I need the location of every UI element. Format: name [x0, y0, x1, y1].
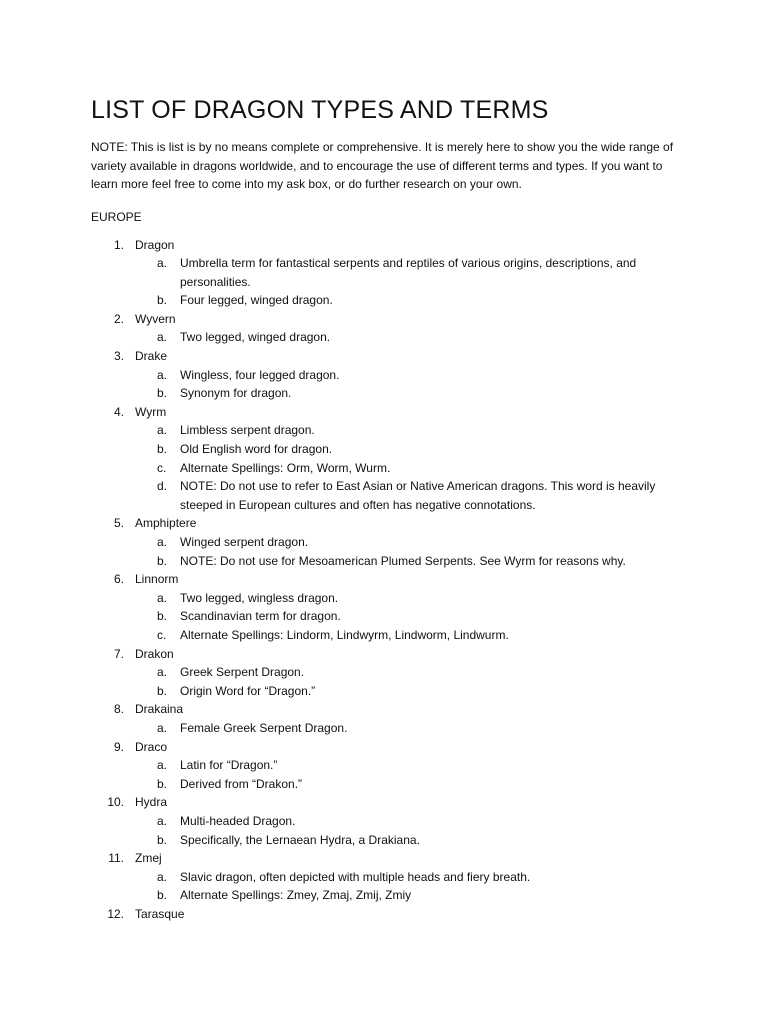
sub-list-item: [135, 719, 691, 738]
sub-list-item: [135, 589, 691, 608]
sub-list-letter: a.: [157, 367, 168, 382]
list-item-number: 7.: [113, 646, 124, 661]
sub-list: [135, 589, 691, 645]
sub-list-item: [135, 663, 691, 682]
list-item-term: Amphiptere: [135, 516, 197, 531]
sub-list: [135, 663, 691, 700]
list-item-term: Wyrm: [135, 404, 167, 419]
sub-list-item: [135, 756, 691, 775]
list-item: [91, 645, 691, 701]
sub-list-item: [135, 366, 691, 385]
list-item-number: 6.: [113, 572, 124, 587]
sub-list-text: Synonym for dragon.: [180, 386, 292, 401]
sub-list-letter: b.: [157, 442, 168, 457]
list-item-number: 9.: [113, 739, 124, 754]
sub-list-letter: a.: [157, 330, 168, 345]
sub-list-item: [135, 477, 691, 514]
list-item: [91, 700, 691, 737]
list-item-term: Hydra: [135, 795, 168, 810]
sub-list-item: [135, 384, 691, 403]
list-item-number: 10.: [107, 795, 124, 810]
sub-list-item: [135, 868, 691, 887]
sub-list-letter: a.: [157, 813, 168, 828]
list-item: [91, 403, 691, 515]
list-item-term: Drake: [135, 349, 168, 364]
sub-list-letter: b.: [157, 683, 168, 698]
sub-list-item: [135, 291, 691, 310]
sub-list-item: [135, 831, 691, 850]
sub-list-item: [135, 682, 691, 701]
sub-list: [135, 421, 691, 514]
list-item: [91, 905, 691, 924]
sub-list-text: Alternate Spellings: Lindorm, Lindwyrm, Lindworm, Lindwurm.: [180, 627, 509, 642]
sub-list-item: [135, 533, 691, 552]
sub-list-text: Two legged, wingless dragon.: [180, 590, 339, 605]
list-item: [91, 570, 691, 644]
sub-list: [135, 254, 691, 310]
list-item: [91, 793, 691, 849]
sub-list-item: [135, 886, 691, 905]
sub-list: [135, 756, 691, 793]
sub-list-text: Umbrella term for fantastical serpents and reptiles of various origins, descriptions, and personalities.: [180, 256, 637, 289]
sub-list: [135, 533, 691, 570]
sub-list-letter: c.: [157, 460, 167, 475]
sub-list-text: Limbless serpent dragon.: [180, 423, 315, 438]
sub-list-text: Scandinavian term for dragon.: [180, 609, 341, 624]
sub-list-text: Alternate Spellings: Zmey, Zmaj, Zmij, Zmiy: [180, 888, 412, 903]
sub-list-item: [135, 607, 691, 626]
sub-list-text: Specifically, the Lernaean Hydra, a Drakiana.: [180, 832, 420, 847]
list-item-number: 3.: [113, 349, 124, 364]
sub-list: [135, 812, 691, 849]
sub-list-letter: a.: [157, 869, 168, 884]
sub-list-item: [135, 440, 691, 459]
list-item-number: 12.: [107, 906, 124, 921]
list-item-term: Linnorm: [135, 572, 179, 587]
sub-list-letter: b.: [157, 832, 168, 847]
sub-list-letter: a.: [157, 758, 168, 773]
sub-list-item: [135, 775, 691, 794]
list-item-term: Draco: [135, 739, 168, 754]
sub-list-text: Wingless, four legged dragon.: [180, 367, 340, 382]
sub-list-item: [135, 626, 691, 645]
sub-list-letter: b.: [157, 888, 168, 903]
page-title: LIST OF DRAGON TYPES AND TERMS: [91, 96, 549, 124]
sub-list-item: [135, 812, 691, 831]
sub-list: [135, 719, 691, 738]
list-item-number: 8.: [113, 702, 124, 717]
sub-list-letter: b.: [157, 776, 168, 791]
sub-list-item: [135, 328, 691, 347]
sub-list-letter: a.: [157, 535, 168, 549]
sub-list-letter: b.: [157, 609, 168, 624]
sub-list-letter: a.: [157, 423, 168, 438]
sub-list: [135, 328, 691, 347]
list-item-number: 1.: [113, 237, 124, 252]
sub-list-text: Derived from “Drakon.”: [180, 776, 303, 791]
sub-list-text: Slavic dragon, often depicted with multiple heads and fiery breath.: [180, 869, 531, 884]
sub-list-text: Female Greek Serpent Dragon.: [180, 720, 348, 735]
list-item-term: Tarasque: [135, 906, 185, 921]
sub-list-text: Winged serpent dragon.: [180, 535, 309, 549]
sub-list-text: NOTE: Do not use for Mesoamerican Plumed Serpents. See Wyrm for reasons why.: [180, 553, 626, 568]
list-item-term: Dragon: [135, 237, 175, 252]
list-item-term: Zmej: [135, 851, 162, 866]
sub-list-letter: b.: [157, 386, 168, 401]
list-item-term: Drakon: [135, 646, 174, 661]
dragon-term-list: [91, 236, 691, 924]
sub-list: [135, 868, 691, 905]
note-paragraph: NOTE: This is list is by no means complete or comprehensive. It is merely here to show you the wide range of variety available in dragons worldwide, and to encourage the use of different terms and types. If you want to learn more feel free to come into my ask box, or do further research on your own.: [91, 140, 674, 191]
sub-list-letter: b.: [157, 553, 168, 568]
sub-list-text: Old English word for dragon.: [180, 442, 333, 457]
sub-list-item: [135, 421, 691, 440]
sub-list-letter: a.: [157, 720, 168, 735]
sub-list-text: Greek Serpent Dragon.: [180, 665, 305, 680]
sub-list-item: [135, 552, 691, 571]
sub-list-letter: a.: [157, 665, 168, 680]
sub-list-text: Latin for “Dragon.”: [180, 758, 278, 773]
sub-list-letter: b.: [157, 293, 168, 308]
list-item-number: 5.: [113, 516, 124, 531]
sub-list-letter: c.: [157, 627, 167, 642]
sub-list-text: Multi-headed Dragon.: [180, 813, 296, 828]
list-item: [91, 738, 691, 794]
list-item: [91, 347, 691, 403]
sub-list-text: Origin Word for “Dragon.”: [180, 683, 316, 698]
sub-list-letter: a.: [157, 590, 168, 605]
list-item: [91, 849, 691, 905]
sub-list-item: [135, 254, 691, 291]
sub-list-item: [135, 459, 691, 478]
list-item: [91, 236, 691, 310]
list-item-number: 2.: [113, 311, 124, 326]
list-item: [91, 514, 691, 570]
list-item: [91, 310, 691, 347]
sub-list-letter: a.: [157, 256, 168, 271]
sub-list-text: Four legged, winged dragon.: [180, 293, 333, 308]
sub-list-text: NOTE: Do not use to refer to East Asian or Native American dragons. This word is heavily steeped in European cultures and often has negative connotations.: [180, 479, 656, 512]
sub-list-text: Alternate Spellings: Orm, Worm, Wurm.: [180, 460, 391, 475]
list-item-number: 4.: [113, 404, 124, 419]
sub-list: [135, 366, 691, 403]
list-item-term: Drakaina: [135, 702, 184, 717]
list-item-number: 11.: [108, 851, 124, 866]
document-page: [91, 95, 691, 923]
section-heading-europe: EUROPE: [91, 209, 142, 224]
list-item-term: Wyvern: [135, 311, 176, 326]
sub-list-text: Two legged, winged dragon.: [180, 330, 331, 345]
sub-list-letter: d.: [157, 479, 168, 494]
